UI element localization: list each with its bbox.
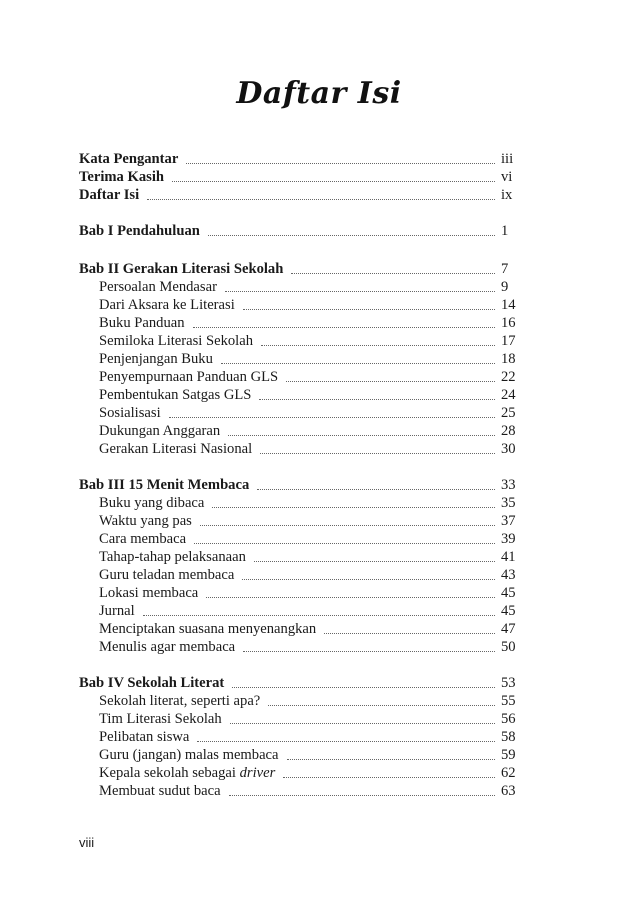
- toc-entry-label: [99, 692, 260, 710]
- toc-entry-label: [99, 548, 246, 566]
- dot-leader: [242, 578, 495, 580]
- toc-entry-page: 45: [501, 585, 516, 601]
- toc-entry-label-text: Gerakan Literasi Nasional: [99, 441, 253, 457]
- dot-leader: [232, 686, 495, 688]
- toc-section-entry[interactable]: [99, 728, 527, 746]
- toc-entry-label-text: Jurnal: [99, 603, 135, 619]
- toc-entry-label: [99, 494, 204, 512]
- toc-entry-page: 24: [501, 387, 516, 403]
- toc-entry-label: [99, 296, 235, 314]
- page-title: Daftar Isi: [236, 76, 402, 111]
- toc-entry-label: [99, 350, 213, 368]
- dot-leader: [197, 740, 495, 742]
- toc-chapter-entry[interactable]: [79, 260, 527, 278]
- dot-leader: [257, 488, 495, 490]
- toc-entry-label: [99, 332, 253, 350]
- toc-entry-label-text: Menciptakan suasana menyenangkan: [99, 621, 317, 637]
- toc-section-entry[interactable]: [99, 602, 527, 620]
- toc-entry-label: [79, 186, 139, 204]
- toc-entry-label-text: Penyempurnaan Panduan GLS: [99, 369, 279, 385]
- dot-leader: [193, 326, 495, 328]
- toc-entry-label-text: Bab I Pendahuluan: [79, 223, 200, 239]
- toc-entry-label: [99, 602, 135, 620]
- dot-leader: [169, 416, 495, 418]
- toc-entry-label-text: Semiloka Literasi Sekolah: [99, 333, 254, 349]
- toc-section-entry[interactable]: [99, 692, 527, 710]
- toc-section-entry[interactable]: [99, 764, 527, 782]
- toc-entry-label-text: Bab IV Sekolah Literat: [79, 675, 225, 691]
- toc-entry-label: [79, 168, 164, 186]
- toc-chapter-entry[interactable]: [79, 150, 527, 168]
- toc-entry-label-text: Menulis agar membaca: [99, 639, 236, 655]
- toc-entry-page: 53: [501, 675, 516, 691]
- toc-chapter-entry[interactable]: [79, 674, 527, 692]
- toc-entry-page: 17: [501, 333, 516, 349]
- toc-entry-label-text: Dukungan Anggaran: [99, 423, 221, 439]
- dot-leader: [243, 308, 495, 310]
- toc-entry-page: vi: [501, 169, 513, 185]
- toc-section-entry[interactable]: [99, 512, 527, 530]
- toc-entry-label: [99, 530, 186, 548]
- dot-leader: [206, 596, 495, 598]
- toc-section-entry[interactable]: [99, 638, 527, 656]
- toc-entry-label-text: Pembentukan Satgas GLS: [99, 387, 252, 403]
- dot-leader: [143, 614, 495, 616]
- toc-chapter-entry[interactable]: [79, 168, 527, 186]
- toc-entry-page: ix: [501, 187, 513, 203]
- toc-entry-label: [79, 150, 178, 168]
- toc-section-entry[interactable]: [99, 746, 527, 764]
- toc-entry-label-text: Tahap-tahap pelaksanaan: [99, 549, 246, 565]
- toc-entry-label-text: Cara membaca: [99, 531, 187, 547]
- dot-leader: [291, 272, 495, 274]
- toc-section-entry[interactable]: [99, 566, 527, 584]
- toc-entry-page: 41: [501, 549, 516, 565]
- page-number: viii: [79, 835, 95, 850]
- dot-leader: [186, 162, 495, 164]
- toc-entry-page: 58: [501, 729, 516, 745]
- toc-section-entry[interactable]: [99, 404, 527, 422]
- toc-entry-page: 18: [501, 351, 516, 367]
- toc-entry-label: [99, 368, 278, 386]
- toc-entry-label-text: Persoalan Mendasar: [99, 279, 217, 295]
- dot-leader: [194, 542, 495, 544]
- toc-entry-label: [99, 710, 222, 728]
- toc-entry-label-text: Kata Pengantar: [79, 151, 179, 167]
- dot-leader: [221, 362, 495, 364]
- toc-entry-label-text: Lokasi membaca: [99, 585, 199, 601]
- toc-entry-label-text: Kepala sekolah sebagai: [99, 765, 240, 781]
- toc-entry-page: iii: [501, 151, 514, 167]
- toc-entry-page: 14: [501, 297, 516, 313]
- toc-entry-label: [79, 222, 200, 240]
- toc-entry-page: 62: [501, 765, 516, 781]
- dot-leader: [172, 180, 495, 182]
- toc-chapter-entry[interactable]: [79, 186, 527, 204]
- dot-leader: [286, 380, 495, 382]
- toc-entry-label-text: Guru (jangan) malas membaca: [99, 747, 279, 763]
- toc-entry-label: [99, 278, 217, 296]
- toc-section-entry[interactable]: [99, 296, 527, 314]
- toc-entry-label: [99, 386, 251, 404]
- toc-entry-page: 55: [501, 693, 516, 709]
- toc-entry-page: 35: [501, 495, 516, 511]
- toc-entry-label: [99, 314, 185, 332]
- toc-entry-label-text: Penjenjangan Buku: [99, 351, 213, 367]
- toc-entry-label: [99, 782, 221, 800]
- toc-entry-page: 25: [501, 405, 516, 421]
- toc-entry-page: 39: [501, 531, 516, 547]
- toc-entry-label: [99, 512, 192, 530]
- toc-entry-label: [79, 260, 283, 278]
- toc-section-entry[interactable]: [99, 350, 527, 368]
- toc-entry-page: 56: [501, 711, 516, 727]
- toc-section-entry[interactable]: [99, 332, 527, 350]
- toc-entry-label: [79, 476, 249, 494]
- dot-leader: [200, 524, 495, 526]
- toc-entry-label-text: Bab III 15 Menit Membaca: [79, 477, 250, 493]
- toc-section-entry[interactable]: [99, 782, 527, 800]
- toc-entry-page: 9: [501, 279, 509, 295]
- toc-entry-label-text: Waktu yang pas: [99, 513, 192, 529]
- toc-section-entry[interactable]: [99, 440, 527, 458]
- toc-entry-label-text: Terima Kasih: [79, 169, 165, 185]
- toc-entry-page: 1: [501, 223, 509, 239]
- toc-entry-page: 22: [501, 369, 516, 385]
- dot-leader: [287, 758, 495, 760]
- toc-entry-label: [99, 566, 234, 584]
- dot-leader: [259, 398, 495, 400]
- toc-entry-page: 33: [501, 477, 516, 493]
- toc-entry-page: 28: [501, 423, 516, 439]
- toc-chapter-entry[interactable]: [79, 476, 527, 494]
- toc-entry-label: [99, 584, 198, 602]
- toc-entry-label-text: Sosialisasi: [99, 405, 161, 421]
- dot-leader: [230, 722, 495, 724]
- dot-leader: [228, 434, 495, 436]
- toc-entry-label-text: Buku Panduan: [99, 315, 185, 331]
- toc-section-entry[interactable]: [99, 314, 527, 332]
- toc-section-entry[interactable]: [99, 386, 527, 404]
- toc-entry-page: 59: [501, 747, 516, 763]
- toc-entry-label: [79, 674, 224, 692]
- dot-leader: [283, 776, 495, 778]
- toc-section-entry[interactable]: [99, 422, 527, 440]
- dot-leader: [254, 560, 495, 562]
- toc-section-entry[interactable]: [99, 548, 527, 566]
- dot-leader: [243, 650, 495, 652]
- toc-section-entry[interactable]: [99, 368, 527, 386]
- toc-entry-label-text: Daftar Isi: [79, 187, 140, 203]
- toc-section-entry[interactable]: [99, 494, 527, 512]
- toc-entry-label-emphasis: driver: [239, 765, 276, 781]
- dot-leader: [268, 704, 495, 706]
- toc-entry-label-text: Dari Aksara ke Literasi: [99, 297, 235, 313]
- toc-entry-page: 47: [501, 621, 516, 637]
- dot-leader: [225, 290, 495, 292]
- toc-entry-label: [99, 440, 252, 458]
- toc-entry-label-text: Guru teladan membaca: [99, 567, 235, 583]
- toc-entry-label: [99, 746, 279, 764]
- dot-leader: [229, 794, 495, 796]
- toc-entry-label-text: Membuat sudut baca: [99, 783, 221, 799]
- toc-section-entry[interactable]: [99, 278, 527, 296]
- toc-entry-label: [99, 422, 220, 440]
- toc-entry-label-text: Bab II Gerakan Literasi Sekolah: [79, 261, 284, 277]
- toc-entry-page: 16: [501, 315, 516, 331]
- dot-leader: [261, 344, 495, 346]
- toc-entry-label: [99, 620, 316, 638]
- toc-entry-label: [99, 638, 235, 656]
- toc-entry-page: 37: [501, 513, 516, 529]
- toc-entry-page: 63: [501, 783, 516, 799]
- dot-leader: [212, 506, 495, 508]
- toc-entry-page: 30: [501, 441, 516, 457]
- toc-entry-page: 45: [501, 603, 516, 619]
- dot-leader: [208, 234, 495, 236]
- dot-leader: [147, 198, 495, 200]
- dot-leader: [260, 452, 495, 454]
- toc-chapter-entry[interactable]: [79, 222, 527, 240]
- toc-entry-page: 43: [501, 567, 516, 583]
- toc-entry-label: [99, 764, 275, 782]
- toc-entry-label: [99, 728, 189, 746]
- toc-entry-label-text: Sekolah literat, seperti apa?: [99, 693, 261, 709]
- toc-section-entry[interactable]: [99, 530, 527, 548]
- toc-entry-label-text: Pelibatan siswa: [99, 729, 190, 745]
- toc-section-entry[interactable]: [99, 620, 527, 638]
- toc-entry-label-text: Tim Literasi Sekolah: [99, 711, 222, 727]
- toc-entry-label-text: Buku yang dibaca: [99, 495, 205, 511]
- toc-entry-page: 50: [501, 639, 516, 655]
- toc-entry-label: [99, 404, 161, 422]
- toc-section-entry[interactable]: [99, 710, 527, 728]
- dot-leader: [324, 632, 495, 634]
- toc-section-entry[interactable]: [99, 584, 527, 602]
- toc-entry-page: 7: [501, 261, 509, 277]
